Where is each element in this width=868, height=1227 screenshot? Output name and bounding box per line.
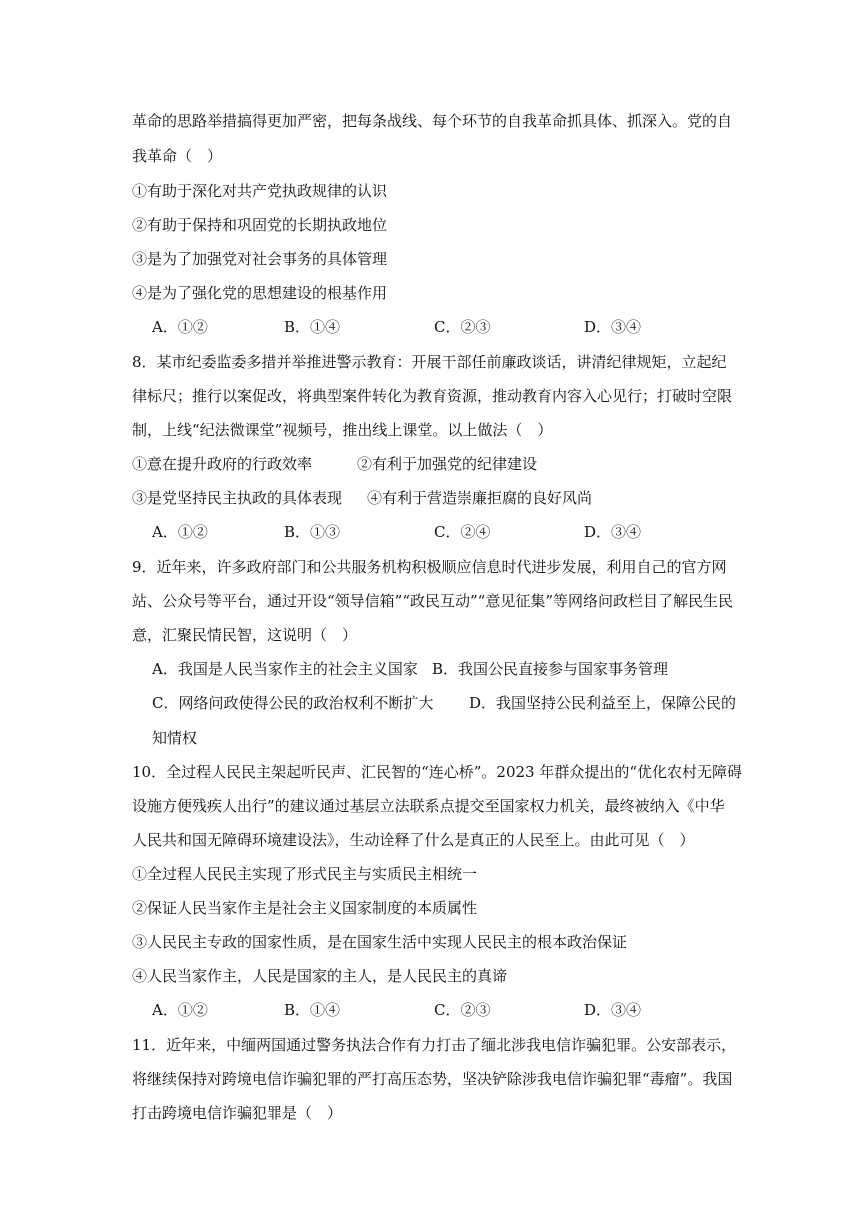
q9-option-d-continuation: 知情权 bbox=[152, 729, 198, 747]
q7-option-b[interactable]: B．①④ bbox=[284, 318, 341, 336]
q10-option-c[interactable]: C．②③ bbox=[434, 1001, 491, 1019]
q11-stem-line: 打击跨境电信诈骗犯罪是（ ） bbox=[132, 1104, 343, 1122]
q7-stem-line: 我革命（ ） bbox=[132, 147, 223, 165]
q8-stem-line: 律标尺；推行以案促改，将典型案件转化为教育资源，推动教育内容入心见行；打破时空限 bbox=[132, 387, 733, 405]
q8-stem-line: 制，上线“纪法微课堂”视频号，推出线上课堂。以上做法（ ） bbox=[132, 421, 553, 439]
q10-statement-3: ③人民民主专政的国家性质，是在国家生活中实现人民民主的根本政治保证 bbox=[132, 933, 628, 951]
q8-statement-2: ②有利于加强党的纪律建设 bbox=[357, 455, 538, 473]
q8-option-d[interactable]: D．③④ bbox=[584, 523, 642, 541]
q8-statement-4: ④有利于营造崇廉拒腐的良好风尚 bbox=[367, 489, 593, 507]
q10-option-a[interactable]: A．①② bbox=[152, 1001, 208, 1019]
q7-option-c[interactable]: C．②③ bbox=[434, 318, 491, 336]
q11-stem-line: 11．近年来，中缅两国通过警务执法合作有力打击了缅北涉我电信诈骗犯罪。公安部表示， bbox=[132, 1036, 737, 1054]
q9-option-a[interactable]: A．我国是人民当家作主的社会主义国家 bbox=[152, 660, 418, 678]
q10-statement-4: ④人民当家作主，人民是国家的主人，是人民民主的真谛 bbox=[132, 967, 508, 985]
q8-statement-3: ③是党坚持民主执政的具体表现 bbox=[132, 489, 343, 507]
q11-stem-line: 将继续保持对跨境电信诈骗犯罪的严打高压态势，坚决铲除涉我电信诈骗犯罪“毒瘤”。我国 bbox=[132, 1070, 733, 1088]
q9-stem-line: 站、公众号等平台，通过开设“领导信箱”“政民互动”“意见征集”等网络问政栏目了解民生民 bbox=[132, 592, 734, 610]
q9-stem-line: 9．近年来，许多政府部门和公共服务机构积极顺应信息时代进步发展，利用自己的官方网 bbox=[132, 558, 727, 576]
q8-option-a[interactable]: A．①② bbox=[152, 523, 208, 541]
q10-option-b[interactable]: B．①④ bbox=[284, 1001, 341, 1019]
q10-stem-line: 10．全过程人民民主架起听民声、汇民智的“连心桥”。2023 年群众提出的“优化农村无障碍 bbox=[132, 763, 743, 781]
q10-statement-2: ②保证人民当家作主是社会主义国家制度的本质属性 bbox=[132, 899, 478, 917]
q10-option-d[interactable]: D．③④ bbox=[584, 1001, 642, 1019]
q10-statement-1: ①全过程人民民主实现了形式民主与实质民主相统一 bbox=[132, 865, 478, 883]
q10-stem-line: 设施方便残疾人出行”的建议通过基层立法联系点提交至国家权力机关，最终被纳入《中华 bbox=[132, 797, 725, 815]
q9-option-c[interactable]: C．网络问政使得公民的政治权利不断扩大 bbox=[152, 694, 434, 712]
q8-option-b[interactable]: B．①③ bbox=[284, 523, 341, 541]
q7-option-d[interactable]: D．③④ bbox=[584, 318, 642, 336]
q10-stem-line: 人民共和国无障碍环境建设法》，生动诠释了什么是真正的人民至上。由此可见（ ） bbox=[132, 831, 695, 849]
q7-statement-1: ①有助于深化对共产党执政规律的认识 bbox=[132, 182, 388, 200]
q9-option-b[interactable]: B．我国公民直接参与国家事务管理 bbox=[432, 660, 669, 678]
q9-stem-line: 意，汇聚民情民智，这说明（ ） bbox=[132, 626, 358, 644]
q8-statement-1: ①意在提升政府的行政效率 bbox=[132, 455, 313, 473]
q7-statement-3: ③是为了加强党对社会事务的具体管理 bbox=[132, 250, 388, 268]
q8-stem-line: 8．某市纪委监委多措并举推进警示教育：开展干部任前廉政谈话，讲清纪律规矩，立起纪 bbox=[132, 353, 727, 371]
q9-option-d[interactable]: D．我国坚持公民利益至上，保障公民的 bbox=[469, 694, 737, 712]
q7-option-a[interactable]: A．①② bbox=[152, 318, 208, 336]
q7-stem-line: 革命的思路举措搞得更加严密，把每条战线、每个环节的自我革命抓具体、抓深入。党的自 bbox=[132, 112, 733, 130]
q7-statement-2: ②有助于保持和巩固党的长期执政地位 bbox=[132, 216, 388, 234]
q8-option-c[interactable]: C．②④ bbox=[434, 523, 491, 541]
q7-statement-4: ④是为了强化党的思想建设的根基作用 bbox=[132, 284, 388, 302]
